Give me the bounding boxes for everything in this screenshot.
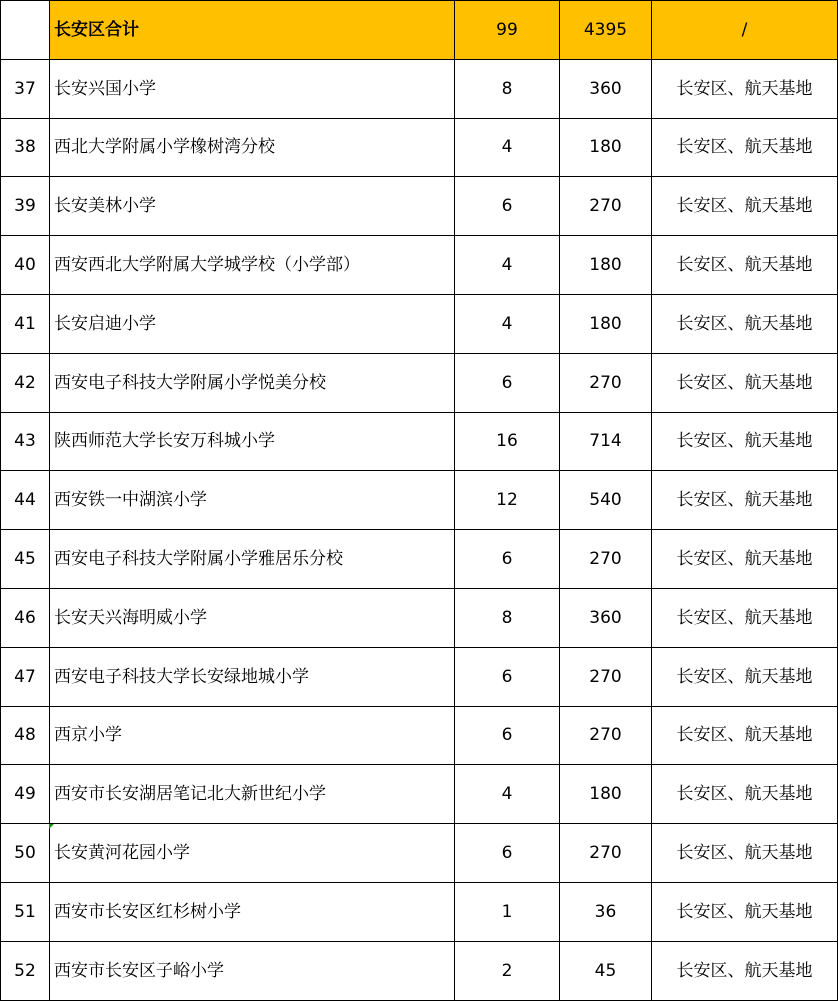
row-number-cell[interactable]: 43 — [1, 412, 50, 471]
area-cell[interactable]: 长安区、航天基地 — [652, 471, 838, 530]
area-cell[interactable]: 长安区、航天基地 — [652, 118, 838, 177]
row-number-cell[interactable]: 51 — [1, 882, 50, 941]
school-name-cell[interactable]: 长安黄河花园小学 — [50, 824, 455, 883]
area-cell[interactable]: 长安区、航天基地 — [652, 588, 838, 647]
school-name-cell[interactable]: 西安西北大学附属大学城学校（小学部） — [50, 236, 455, 295]
row-number-cell[interactable]: 46 — [1, 588, 50, 647]
school-name-cell[interactable]: 西安铁一中湖滨小学 — [50, 471, 455, 530]
classes-cell[interactable]: 4 — [455, 294, 560, 353]
row-number-cell[interactable]: 50 — [1, 824, 50, 883]
table-row — [1, 59, 838, 118]
classes-cell[interactable]: 4 — [455, 118, 560, 177]
row-number-cell[interactable]: 37 — [1, 59, 50, 118]
seats-cell[interactable]: 270 — [560, 353, 652, 412]
row-number-cell[interactable]: 49 — [1, 765, 50, 824]
seats-cell[interactable]: 540 — [560, 471, 652, 530]
school-name-cell[interactable]: 西安市长安湖居笔记北大新世纪小学 — [50, 765, 455, 824]
seats-cell[interactable]: 270 — [560, 530, 652, 589]
school-name-cell[interactable]: 长安天兴海明威小学 — [50, 588, 455, 647]
classes-cell[interactable]: 6 — [455, 353, 560, 412]
area-cell[interactable]: 长安区、航天基地 — [652, 824, 838, 883]
school-name-cell[interactable]: 西安电子科技大学附属小学悦美分校 — [50, 353, 455, 412]
area-cell[interactable]: 长安区、航天基地 — [652, 353, 838, 412]
seats-cell[interactable]: 36 — [560, 882, 652, 941]
row-number-cell[interactable]: 41 — [1, 294, 50, 353]
area-cell[interactable]: 长安区、航天基地 — [652, 530, 838, 589]
cell-comment-marker-icon — [49, 824, 54, 829]
row-number-cell[interactable]: 45 — [1, 530, 50, 589]
summary-area-cell[interactable]: / — [652, 1, 838, 60]
summary-row — [1, 1, 838, 60]
summary-classes-cell[interactable]: 99 — [455, 1, 560, 60]
row-number-cell[interactable]: 42 — [1, 353, 50, 412]
table-row — [1, 530, 838, 589]
summary-no-cell[interactable] — [1, 1, 50, 60]
row-number-cell[interactable]: 47 — [1, 647, 50, 706]
seats-cell[interactable]: 180 — [560, 236, 652, 295]
area-cell[interactable]: 长安区、航天基地 — [652, 706, 838, 765]
table-row — [1, 177, 838, 236]
row-number-cell[interactable]: 38 — [1, 118, 50, 177]
row-number-cell[interactable]: 44 — [1, 471, 50, 530]
area-cell[interactable]: 长安区、航天基地 — [652, 177, 838, 236]
table-row — [1, 882, 838, 941]
seats-cell[interactable]: 45 — [560, 941, 652, 1000]
classes-cell[interactable]: 4 — [455, 765, 560, 824]
seats-cell[interactable]: 270 — [560, 647, 652, 706]
seats-cell[interactable]: 180 — [560, 294, 652, 353]
area-cell[interactable]: 长安区、航天基地 — [652, 412, 838, 471]
row-number-cell[interactable]: 40 — [1, 236, 50, 295]
school-name-cell[interactable]: 西安市长安区红杉树小学 — [50, 882, 455, 941]
classes-cell[interactable]: 6 — [455, 706, 560, 765]
classes-cell[interactable]: 8 — [455, 588, 560, 647]
school-name-cell[interactable]: 西京小学 — [50, 706, 455, 765]
school-name-cell[interactable]: 陕西师范大学长安万科城小学 — [50, 412, 455, 471]
row-number-cell[interactable]: 48 — [1, 706, 50, 765]
seats-cell[interactable]: 270 — [560, 177, 652, 236]
table-row — [1, 471, 838, 530]
school-name-cell[interactable]: 长安美林小学 — [50, 177, 455, 236]
area-cell[interactable]: 长安区、航天基地 — [652, 294, 838, 353]
classes-cell[interactable]: 6 — [455, 530, 560, 589]
table-row — [1, 765, 838, 824]
school-name-cell[interactable]: 长安兴国小学 — [50, 59, 455, 118]
seats-cell[interactable]: 180 — [560, 765, 652, 824]
classes-cell[interactable]: 4 — [455, 236, 560, 295]
table-row — [1, 706, 838, 765]
classes-cell[interactable]: 16 — [455, 412, 560, 471]
area-cell[interactable]: 长安区、航天基地 — [652, 941, 838, 1000]
school-name-cell[interactable]: 西安市长安区子峪小学 — [50, 941, 455, 1000]
seats-cell[interactable]: 714 — [560, 412, 652, 471]
area-cell[interactable]: 长安区、航天基地 — [652, 59, 838, 118]
summary-name-cell[interactable]: 长安区合计 — [50, 1, 455, 60]
classes-cell[interactable]: 6 — [455, 824, 560, 883]
area-cell[interactable]: 长安区、航天基地 — [652, 882, 838, 941]
row-number-cell[interactable]: 39 — [1, 177, 50, 236]
classes-cell[interactable]: 6 — [455, 177, 560, 236]
table-row — [1, 824, 838, 883]
school-name-cell[interactable]: 西安电子科技大学附属小学雅居乐分校 — [50, 530, 455, 589]
row-number-cell[interactable]: 52 — [1, 941, 50, 1000]
seats-cell[interactable]: 360 — [560, 588, 652, 647]
classes-cell[interactable]: 12 — [455, 471, 560, 530]
summary-seats-cell[interactable]: 4395 — [560, 1, 652, 60]
table-row — [1, 236, 838, 295]
table-row — [1, 294, 838, 353]
seats-cell[interactable]: 270 — [560, 706, 652, 765]
seats-cell[interactable]: 270 — [560, 824, 652, 883]
area-cell[interactable]: 长安区、航天基地 — [652, 765, 838, 824]
classes-cell[interactable]: 2 — [455, 941, 560, 1000]
table-row — [1, 647, 838, 706]
classes-cell[interactable]: 6 — [455, 647, 560, 706]
table-row — [1, 353, 838, 412]
school-name-cell[interactable]: 长安启迪小学 — [50, 294, 455, 353]
table-row — [1, 118, 838, 177]
area-cell[interactable]: 长安区、航天基地 — [652, 647, 838, 706]
classes-cell[interactable]: 1 — [455, 882, 560, 941]
school-name-cell[interactable]: 西北大学附属小学橡树湾分校 — [50, 118, 455, 177]
table-row — [1, 588, 838, 647]
table-row — [1, 412, 838, 471]
seats-cell[interactable]: 180 — [560, 118, 652, 177]
table-row — [1, 941, 838, 1000]
school-name-cell[interactable]: 西安电子科技大学长安绿地城小学 — [50, 647, 455, 706]
seats-cell[interactable]: 360 — [560, 59, 652, 118]
classes-cell[interactable]: 8 — [455, 59, 560, 118]
area-cell[interactable]: 长安区、航天基地 — [652, 236, 838, 295]
